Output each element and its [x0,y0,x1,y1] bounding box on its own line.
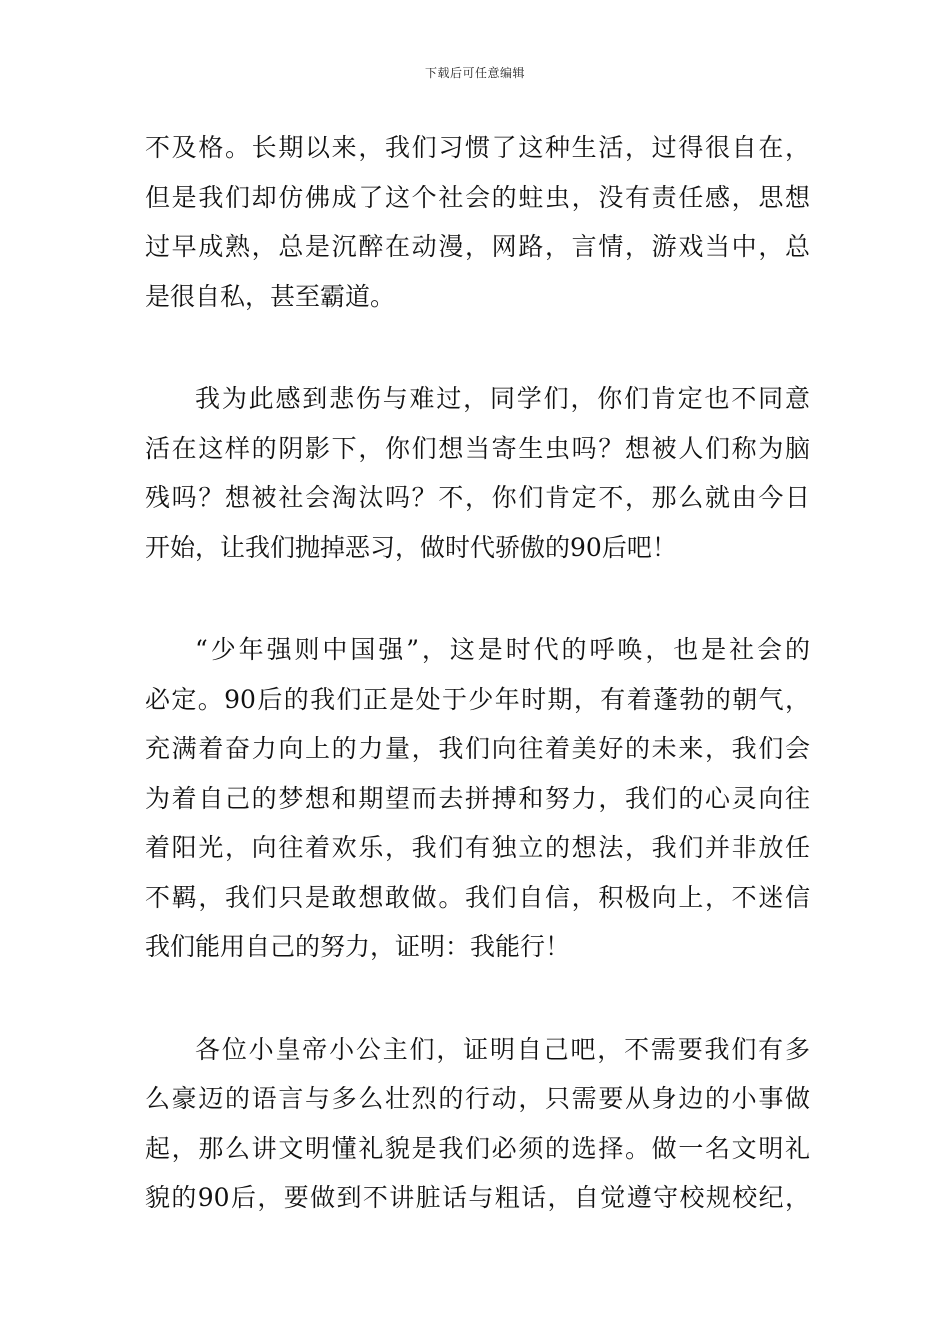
text-line: 不及格。长期以来，我们习惯了这种生活，过得很自在， [145,133,810,162]
paragraph-1 [145,123,810,321]
text-line: 活在这样的阴影下，你们想当寄生虫吗？想被人们称为脑 [145,433,810,463]
paragraph-gap [145,972,810,1025]
text-line: 充满着奋力向上的力量，我们向往着美好的未来，我们会 [145,734,810,763]
text-line: 各位小皇帝小公主们，证明自己吧，不需要我们有多 [195,1034,810,1064]
text-line: 么豪迈的语言与多么壮烈的行动，只需要从身边的小事做 [145,1084,810,1113]
page-header: 下载后可任意编辑 [424,66,525,80]
text-line: 过早成熟，总是沉醉在动漫，网路，言情，游戏当中，总 [145,232,810,261]
text-line: 貌的90后，要做到不讲脏话与粗话，自觉遵守校规校纪， [145,1183,810,1212]
text-line: 我们能用自己的努力，证明：我能行！ [145,932,571,961]
text-line: 残吗？想被社会淘汰吗？不，你们肯定不，那么就由今日 [145,483,810,512]
text-line: 我为此感到悲伤与难过，同学们，你们肯定也不同意 [195,384,810,413]
text-line: 着阳光，向往着欢乐，我们有独立的想法，我们并非放任 [145,833,810,862]
paragraph-2 [145,374,810,572]
paragraph-gap [145,321,810,374]
text-line: 起，那么讲文明懂礼貌是我们必须的选择。做一名文明礼 [145,1133,810,1163]
text-line: 必定。90后的我们正是处于少年时期，有着蓬勃的朝气， [145,684,810,714]
text-line: 开始，让我们抛掉恶习，做时代骄傲的90后吧！ [145,532,677,562]
text-line: 但是我们却仿佛成了这个社会的蛀虫，没有责任感，思想 [145,182,810,212]
text-line: 不羁，我们只是敢想敢做。我们自信，积极向上，不迷信 [145,882,810,912]
paragraph-gap [145,572,810,625]
paragraph-3 [145,625,810,972]
text-line: 是很自私，甚至霸道。 [145,281,396,311]
document-body [145,123,810,1223]
text-line: 为着自己的梦想和期望而去拼搏和努力，我们的心灵向往 [145,783,810,813]
paragraph-4 [145,1025,810,1223]
text-line: “少年强则中国强”，这是时代的呼唤，也是社会的 [195,635,810,664]
